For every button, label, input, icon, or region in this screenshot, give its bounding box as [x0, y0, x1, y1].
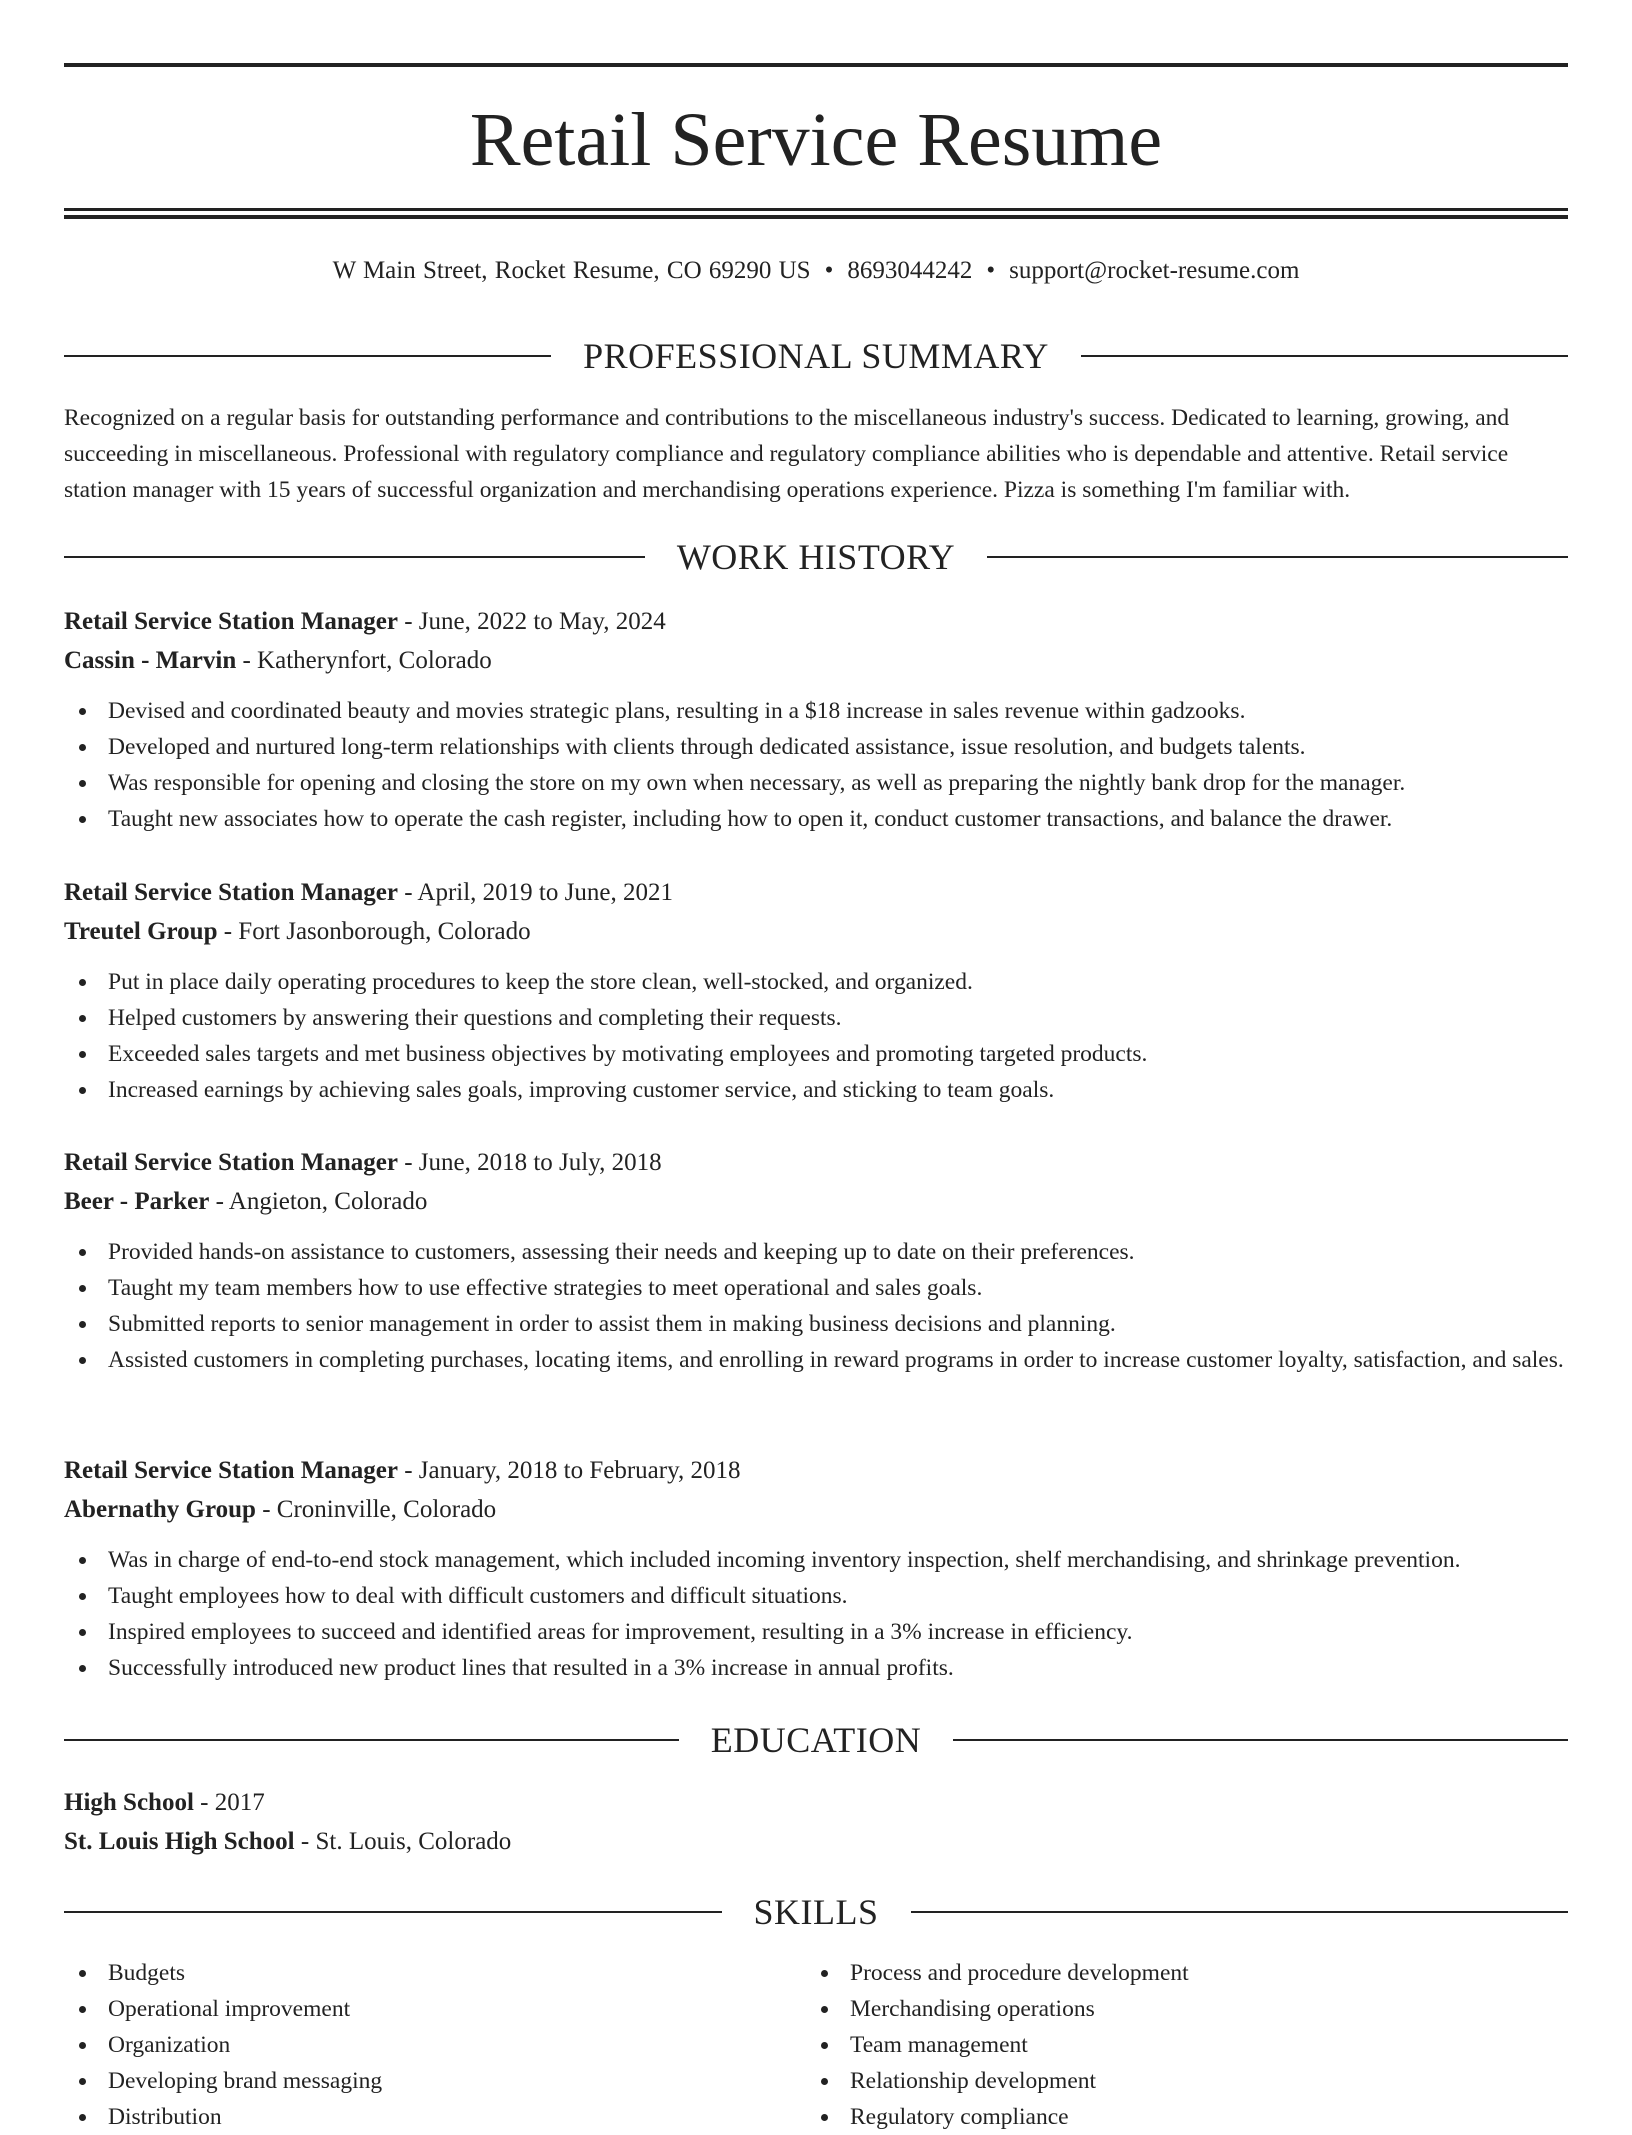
job-location: - Katherynfort, Colorado [236, 647, 492, 674]
contact-separator: • [986, 257, 996, 284]
job-company-line [64, 1490, 1568, 1529]
title-rule-lower [64, 215, 1568, 219]
job-dates: - June, 2018 to July, 2018 [397, 1149, 662, 1176]
job-entry [64, 1143, 1568, 1378]
job-title-line [64, 873, 1568, 912]
contact-phone: 8693044242 [847, 257, 973, 284]
top-rule [64, 63, 1568, 67]
education-school-line [64, 1822, 1568, 1861]
section-header-work [64, 535, 1568, 579]
list-item: Exceeded sales targets and met business objectives by motivating employees and promoting targeted products. [64, 1036, 1568, 1072]
list-item: Submitted reports to senior management in order to assist them in making business decisions and planning. [64, 1306, 1568, 1342]
education-year: - 2017 [193, 1789, 265, 1816]
list-item: Put in place daily operating procedures to keep the store clean, well-stocked, and organized. [64, 964, 1568, 1000]
list-item: Devised and coordinated beauty and movies strategic plans, resulting in a $18 increase in sales revenue within gadzooks. [64, 693, 1568, 729]
job-title-line [64, 602, 1568, 641]
contact-separator: • [824, 257, 834, 284]
list-item: Provided hands-on assistance to customers, assessing their needs and keeping up to date on their preferences. [64, 1234, 1568, 1270]
divider-line [1081, 355, 1568, 357]
list-item: Organization [64, 2027, 806, 2063]
list-item: Developing brand messaging [64, 2063, 806, 2099]
job-bullets [64, 1234, 1568, 1378]
job-title: Retail Service Station Manager [64, 1457, 398, 1484]
list-item: Budgets [64, 1955, 806, 1991]
list-item: Relationship development [806, 2063, 1548, 2099]
section-header-summary [64, 334, 1568, 378]
section-header-education [64, 1718, 1568, 1762]
education-location: - St. Louis, Colorado [294, 1828, 512, 1855]
job-location: - Angieton, Colorado [209, 1188, 428, 1215]
list-item: Inspired employees to succeed and identified areas for improvement, resulting in a 3% increase in efficiency. [64, 1614, 1568, 1650]
job-bullets [64, 964, 1568, 1108]
divider-line [64, 355, 551, 357]
contact-email: support@rocket-resume.com [1009, 257, 1300, 284]
job-company-line [64, 641, 1568, 680]
skills-column-left [64, 1955, 806, 2135]
divider-line [953, 1739, 1568, 1741]
job-entry [64, 1451, 1568, 1686]
list-item: Developed and nurtured long-term relationships with clients through dedicated assistance, issue resolution, and budgets talents. [64, 729, 1568, 765]
section-title-skills: SKILLS [753, 1892, 879, 1932]
job-location: - Fort Jasonborough, Colorado [217, 918, 531, 945]
job-title: Retail Service Station Manager [64, 608, 398, 635]
job-title: Retail Service Station Manager [64, 1149, 398, 1176]
job-company: Cassin - Marvin [64, 647, 237, 674]
job-dates: - June, 2022 to May, 2024 [397, 608, 666, 635]
job-company: Abernathy Group [64, 1496, 256, 1523]
section-title-summary: PROFESSIONAL SUMMARY [583, 336, 1049, 376]
contact-line [64, 254, 1568, 288]
divider-line [64, 556, 645, 558]
job-title: Retail Service Station Manager [64, 879, 398, 906]
title-rule-upper [64, 208, 1568, 211]
education-school: St. Louis High School [64, 1828, 295, 1855]
list-item: Taught my team members how to use effective strategies to meet operational and sales goals. [64, 1270, 1568, 1306]
list-item: Successfully introduced new product lines that resulted in a 3% increase in annual profits. [64, 1650, 1568, 1686]
summary-text: Recognized on a regular basis for outstanding performance and contributions to the miscellaneous industry's success. Dedicated to learning, growing, and succeeding in miscellaneous. Professional with regulatory compliance and regulatory compliance abilities who is dependable and attentive. Retail service station manager with 15 years of successful organization and merchandising operations experience. Pizza is something I'm familiar with. [64, 405, 1510, 503]
list-item: Increased earnings by achieving sales goals, improving customer service, and sticking to team goals. [64, 1072, 1568, 1108]
education-entry [64, 1783, 1568, 1861]
job-company-line [64, 912, 1568, 951]
job-title-line [64, 1451, 1568, 1490]
resume-title: Retail Service Resume [469, 98, 1163, 182]
list-item: Process and procedure development [806, 1955, 1548, 1991]
skills-column-right [806, 1955, 1548, 2135]
list-item: Regulatory compliance [806, 2099, 1548, 2135]
section-header-skills [64, 1890, 1568, 1934]
education-degree: High School [64, 1789, 194, 1816]
job-dates: - April, 2019 to June, 2021 [397, 879, 673, 906]
list-item: Assisted customers in completing purchases, locating items, and enrolling in reward programs in order to increase customer loyalty, satisfaction, and sales. [64, 1342, 1568, 1378]
list-item: Helped customers by answering their questions and completing their requests. [64, 1000, 1568, 1036]
list-item: Taught employees how to deal with difficult customers and difficult situations. [64, 1578, 1568, 1614]
job-dates: - January, 2018 to February, 2018 [397, 1457, 741, 1484]
job-bullets [64, 693, 1568, 837]
divider-line [987, 556, 1568, 558]
job-company-line [64, 1182, 1568, 1221]
divider-line [911, 1911, 1569, 1913]
skills-list [64, 1955, 1568, 2135]
list-item: Operational improvement [64, 1991, 806, 2027]
job-entry [64, 873, 1568, 1108]
education-degree-line [64, 1783, 1568, 1822]
section-title-education: EDUCATION [710, 1720, 922, 1760]
list-item: Taught new associates how to operate the cash register, including how to open it, conduct customer transactions, and balance the drawer. [64, 801, 1568, 837]
list-item: Was in charge of end-to-end stock management, which included incoming inventory inspection, shelf merchandising, and shrinkage prevention. [64, 1542, 1568, 1578]
job-company: Treutel Group [64, 918, 218, 945]
job-bullets [64, 1542, 1568, 1686]
section-title-work: WORK HISTORY [676, 537, 956, 577]
job-title-line [64, 1143, 1568, 1182]
job-entry [64, 602, 1568, 837]
job-company: Beer - Parker [64, 1188, 210, 1215]
list-item: Team management [806, 2027, 1548, 2063]
list-item: Distribution [64, 2099, 806, 2135]
list-item: Was responsible for opening and closing the store on my own when necessary, as well as preparing the nightly bank drop for the manager. [64, 765, 1568, 801]
job-location: - Croninville, Colorado [255, 1496, 497, 1523]
divider-line [64, 1739, 679, 1741]
divider-line [64, 1911, 722, 1913]
list-item: Merchandising operations [806, 1991, 1548, 2027]
contact-address: W Main Street, Rocket Resume, CO 69290 US [332, 257, 811, 284]
